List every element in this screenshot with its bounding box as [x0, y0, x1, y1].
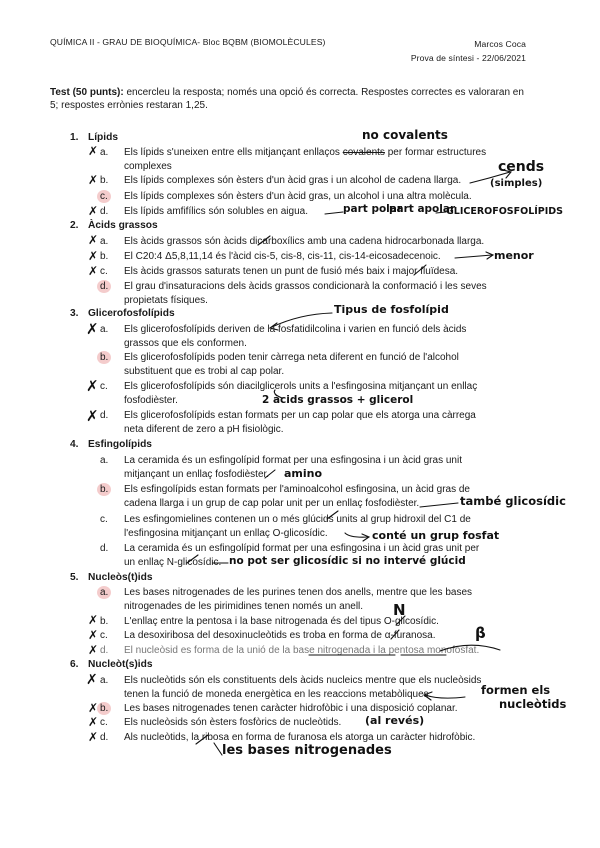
cross-mark-icon: ✗	[88, 264, 99, 278]
option-letter: b.	[100, 352, 109, 363]
cross-mark-icon: ✗	[88, 233, 99, 247]
option-letter: b.	[100, 703, 109, 714]
strike-stroke	[396, 616, 405, 625]
instructions-text: encercleu la resposta; només una opció és correcta. Respostes correctes es valoraran en 5; respostes errònies restaran 1,25.	[50, 87, 524, 111]
option-text: Els esfingolípids estan formats per l'aminoalcohol esfingosina, un àcid gras de cadena llarga i un grup de cap polar unit per un enllaç fosfodièster.	[124, 484, 470, 509]
cross-mark-icon: ✗	[88, 701, 99, 715]
section-label: Nucleòs(t)ids	[88, 572, 153, 583]
option-letter: b.	[100, 484, 109, 495]
handwritten-note: β	[475, 624, 486, 642]
arrow-line	[214, 743, 222, 755]
handwritten-note: cends	[498, 159, 545, 175]
cross-mark-icon: ✗	[86, 320, 99, 338]
arrow-line	[425, 695, 465, 698]
handwritten-note: conté un grup fosfat	[372, 529, 500, 542]
handwritten-note: Tipus de fosfolípid	[334, 303, 449, 316]
option-text: Els lípids amfifílics són solubles en aigua.	[124, 206, 308, 217]
option-letter: a.	[100, 587, 109, 598]
author-name: Marcos Coca	[474, 39, 526, 49]
option-text: La ceramida és un esfingolípid format per una esfingosina i un àcid gras unit per un enllaç N-glicosídic.	[124, 543, 480, 568]
cross-mark-icon: ✗	[88, 249, 99, 263]
option-text: La desoxiribosa del desoxinucleòtids es troba en forma de α-furanosa.	[124, 630, 436, 641]
strike-stroke	[187, 555, 198, 563]
cross-mark-icon: ✗	[88, 643, 99, 657]
option-letter: c.	[100, 630, 108, 641]
handwritten-note: GLICEROFOSFOLÍPIDS	[446, 206, 564, 217]
option-text: Els glicerofosfolípids deriven de la fosfatidilcolina i varien en funció dels àcids grassos que els conformen.	[124, 324, 467, 349]
handwritten-note: 2 àcids grassos + glicerol	[262, 394, 414, 406]
option-text: El C20:4 Δ5,8,11,14 és l'àcid cis-5, cis-8, cis-11, cis-14-eicosadecenoic.	[124, 251, 441, 262]
option-letter: d.	[100, 645, 109, 656]
cross-mark-icon: ✗	[88, 173, 99, 187]
option-text: Les bases nitrogenades de les purines tenen dos anells, mentre que les bases nitrogenades de les pirimidines tenen només un anell.	[124, 587, 473, 612]
option-text: Els lípids complexes són èsters d'un àcid gras, un alcohol i una altra molècula.	[124, 191, 472, 202]
option-text: Els glicerofosfolípids estan formats per un cap polar que els atorga una càrrega neta diferent de zero a pH fisiològic.	[124, 410, 476, 435]
option-text: Els àcids grassos saturats tenen un punt de fusió més baix i major fluïdesa.	[124, 266, 459, 277]
option-letter: c.	[100, 717, 108, 728]
cross-mark-icon: ✗	[86, 377, 99, 395]
arrow-line	[436, 212, 446, 213]
option-letter: d.	[100, 732, 109, 743]
option-text: El grau d'insaturacions dels àcids grassos condicionarà la conformació i les seves propietats físiques.	[124, 281, 487, 306]
option-letter: a.	[100, 324, 109, 335]
arrow-line	[325, 212, 343, 214]
arrow-line	[420, 503, 458, 507]
option-letter: d.	[100, 543, 109, 554]
handwritten-note: menor	[494, 249, 534, 262]
handwritten-note: també glicosídic	[460, 494, 566, 508]
option-text: Els glicerofosfolípids poden tenir càrrega neta diferent en funció de l'alcohol substituent que es trobi al cap polar.	[124, 352, 459, 377]
section-label: Glicerofosfolípids	[88, 308, 175, 319]
handwritten-note: no covalents	[362, 128, 448, 142]
handwritten-note: part apolar	[389, 203, 456, 215]
option-text: El nucleòsid es forma de la unió de la base nitrogenada i la pentosa monofosfat.	[124, 645, 480, 656]
section-label: Nucleòt(s)ids	[88, 659, 153, 670]
option-text: La ceramida és un esfingolípid format per una esfingosina i un àcid gras unit mitjançant un enllaç fosfodièster.	[124, 455, 462, 480]
section-number: 6.	[70, 659, 79, 670]
option-letter: b.	[100, 251, 109, 262]
strike-stroke	[196, 735, 208, 744]
option-text: Les esfingomielines contenen un o més glúcids units al grup hidroxil del C1 de l'esfingosina mitjançant un enllaç O-glicosídic.	[124, 514, 471, 539]
section-label: Àcids grassos	[88, 220, 158, 231]
instructions-title: Test (50 punts):	[50, 87, 124, 98]
arrow-line	[455, 255, 492, 258]
cross-mark-icon: ✗	[86, 672, 98, 688]
strike-stroke	[258, 236, 270, 245]
section-number: 1.	[70, 132, 79, 143]
section-label: Esfingolípids	[88, 439, 152, 450]
handwritten-note: amino	[284, 467, 323, 480]
section-label: Lípids	[88, 132, 118, 143]
section-number: 5.	[70, 572, 79, 583]
cross-mark-icon: ✗	[88, 628, 99, 642]
option-text: Els nucleòsids són èsters fosfòrics de nucleòtids.	[124, 717, 342, 728]
handwritten-note: part polar	[343, 203, 403, 215]
handwritten-note: (simples)	[490, 178, 543, 189]
cross-mark-icon: ✗	[86, 407, 99, 425]
doc-header-title: QUÍMICA II - GRAU DE BIOQUÍMICA- Bloc BQBM (BIOMOLÈCULES)	[50, 37, 326, 47]
option-letter: c.	[100, 191, 108, 202]
option-letter: d.	[100, 410, 109, 421]
option-text: Els nucleòtids són els constituents dels àcids nucleics mentre que els nucleòsids tenen la funció de moneda energètica en les reaccions metabòliques.	[124, 675, 482, 700]
strike-stroke	[414, 265, 426, 275]
section-number: 4.	[70, 439, 79, 450]
strike-stroke	[265, 470, 275, 478]
option-letter: c.	[100, 266, 108, 277]
option-text: L'enllaç entre la pentosa i la base nitrogenada és del tipus O-glicosídic.	[124, 616, 439, 627]
cross-mark-icon: ✗	[88, 715, 99, 729]
option-letter: d.	[100, 281, 109, 292]
option-letter: c.	[100, 514, 108, 525]
strike-stroke	[327, 511, 338, 519]
section-number: 3.	[70, 308, 79, 319]
arrow-line	[272, 313, 332, 327]
exam-label: Prova de síntesi - 22/06/2021	[410, 53, 526, 63]
section-number: 2.	[70, 220, 79, 231]
arrow-line	[470, 172, 510, 183]
cross-mark-icon: ✗	[88, 144, 99, 158]
handwritten-note: no pot ser glicosídic si no intervé glúcid	[229, 555, 466, 567]
option-letter: c.	[100, 381, 108, 392]
strike-stroke	[440, 645, 500, 651]
option-letter: b.	[100, 616, 109, 627]
option-text: Als nucleòtids, la ribosa en forma de furanosa els atorga un caràcter hidrofòbic.	[124, 732, 476, 743]
handwritten-note: N	[393, 601, 406, 619]
option-letter: a.	[100, 455, 109, 466]
option-text: Les bases nitrogenades tenen caràcter hidrofòbic i una disposició coplanar.	[124, 703, 458, 714]
option-letter: d.	[100, 206, 109, 217]
handwritten-note: (al revés)	[365, 714, 425, 727]
option-letter: a.	[100, 675, 109, 686]
option-letter: a.	[100, 147, 109, 158]
option-text: Els lípids complexes són èsters d'un àcid gras i un alcohol de cadena llarga.	[124, 175, 462, 186]
option-text: Els glicerofosfolípids són diacilglicerols units a l'esfingosina mitjançant un enllaç fosfodièster.	[124, 381, 478, 406]
strike-stroke	[391, 630, 399, 639]
handwritten-note: les bases nitrogenades	[222, 743, 392, 758]
cross-mark-icon: ✗	[88, 204, 99, 218]
handwritten-note: formen els	[481, 683, 551, 697]
cross-mark-icon: ✗	[88, 613, 99, 627]
handwritten-note: nucleòtids	[499, 697, 567, 711]
arrow-line	[274, 390, 282, 398]
option-letter: a.	[100, 236, 109, 247]
option-text: Els àcids grassos són àcids dicarboxílics amb una cadena hidrocarbonada llarga.	[124, 236, 485, 247]
option-text: Els lípids s'uneixen entre ells mitjançant enllaços covalents per formar estructures complexes	[124, 147, 487, 172]
option-letter: b.	[100, 175, 109, 186]
cross-mark-icon: ✗	[88, 730, 99, 744]
